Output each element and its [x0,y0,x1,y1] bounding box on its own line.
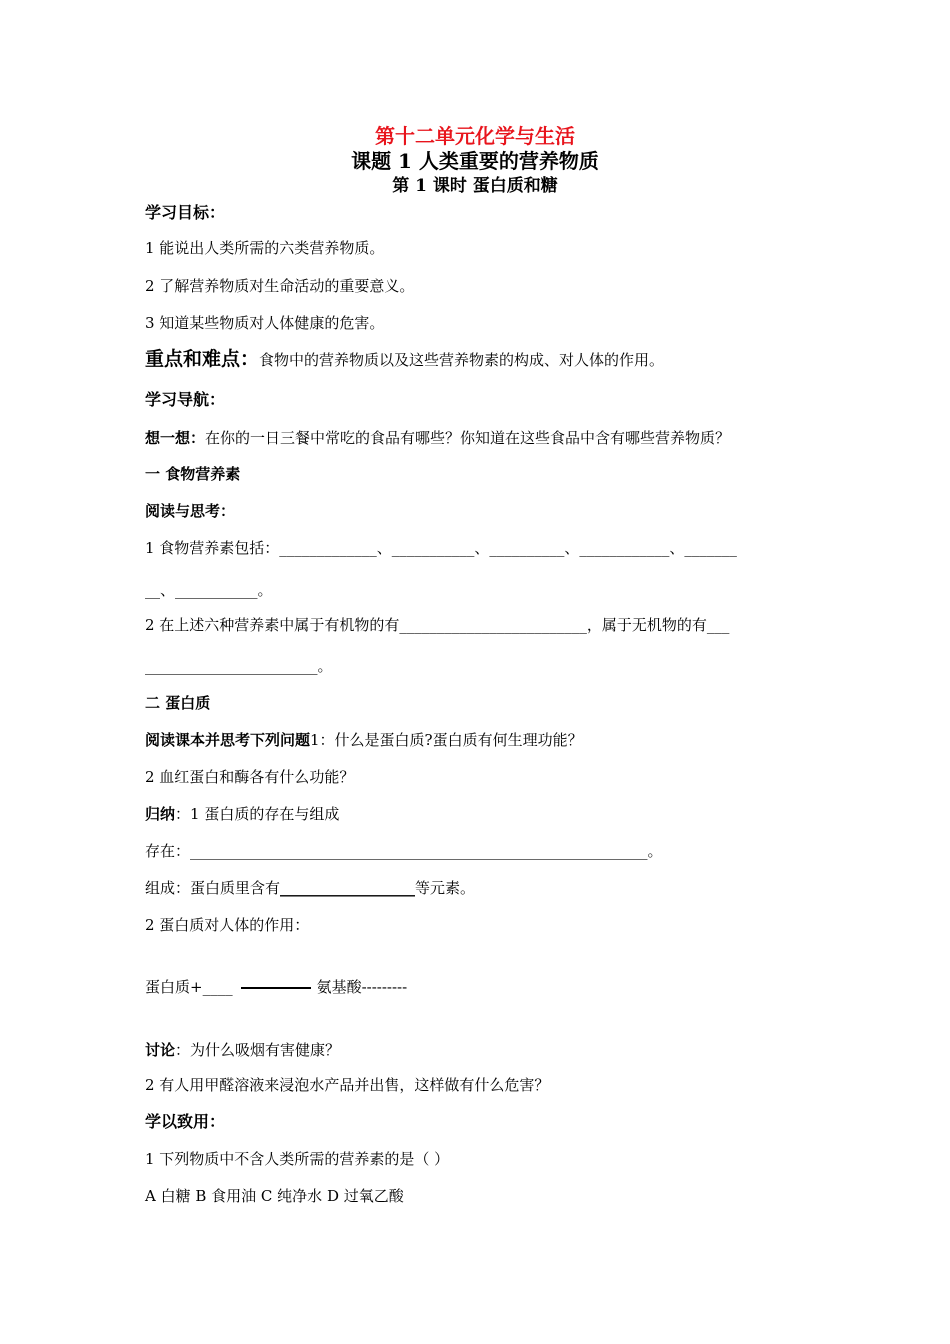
question-nutrients-line2: __、___________。 [145,581,273,599]
lesson-title: 课题 1 人类重要的营养物质 [351,149,599,173]
guide-heading: 学习导航： [145,390,226,409]
section1-heading: 一 食物营养素 [145,465,241,483]
section2-heading: 二 蛋白质 [145,694,211,712]
exercise-1-options: A 白糖 B 食用油 C 纯净水 D 过氧乙酸 [145,1187,404,1205]
think-label: 想一想： [145,429,206,447]
exist-end: 。 [647,842,663,860]
composition-blank: __________________ [280,879,416,897]
exist-line [145,841,663,861]
summary-label: 归纳 [145,805,176,823]
think-text: 在你的一日三餐中常吃的食品有哪些？你知道在这些食品中含有哪些营养物质？ [205,429,731,447]
discussion-text: ：为什么吸烟有害健康？ [175,1041,341,1059]
key-points-text: 食物中的营养物质以及这些营养物素的构成、对人体的作用。 [259,351,665,369]
think-line [145,428,730,448]
reaction-arrow-icon [241,987,311,989]
key-points-line [145,349,664,370]
read-question-text: 1：什么是蛋白质?蛋白质有何生理功能？ [310,731,583,749]
exercise-1: 1 下列物质中不含人类所需的营养素的是（ ） [145,1150,450,1168]
question-formaldehyde: 2 有人用甲醛溶液来浸泡水产品并出售，这样做有什么危害？ [145,1076,550,1094]
equation-left: 蛋白质+____ [145,978,233,996]
summary-text: ：1 蛋白质的存在与组成 [175,805,340,823]
read-question-label: 阅读课本并思考下列问题 [145,731,311,749]
role-heading: 2 蛋白质对人体的作用： [145,916,310,934]
composition-end: 等元素。 [415,879,476,897]
question-organic-line2: _______________________。 [145,657,333,675]
question-hemoglobin: 2 血红蛋白和酶各有什么功能？ [145,768,355,786]
exist-label: 存在： [145,842,191,860]
composition-line [145,878,475,898]
hydrolysis-equation [145,977,407,997]
question-nutrients-line1: 1 食物营养素包括：_____________、___________、__________、____________、_______ [145,539,737,557]
objective-item: 1 能说出人类所需的六类营养物质。 [145,239,385,257]
question-organic-line1: 2 在上述六种营养素中属于有机物的有_________________________，属于无机物的有___ [145,616,730,634]
read-question-line [145,730,583,750]
equation-right: 氨基酸--------- [316,978,408,996]
objective-item: 2 了解营养物质对生命活动的重要意义。 [145,277,415,295]
period-title: 第 1 课时 蛋白质和糖 [392,176,558,196]
key-points-label: 重点和难点： [145,348,260,370]
objective-item: 3 知道某些物质对人体健康的危害。 [145,314,385,332]
exist-blank: _____________________________________________________________ [190,842,648,860]
discussion-label: 讨论 [145,1041,176,1059]
read-think-label: 阅读与思考： [145,502,236,520]
discussion-line [145,1040,340,1060]
objectives-heading: 学习目标： [145,203,226,222]
summary-line [145,804,339,824]
unit-title: 第十二单元化学与生活 [375,124,575,148]
composition-label: 组成：蛋白质里含有 [145,879,281,897]
apply-heading: 学以致用： [145,1112,226,1131]
